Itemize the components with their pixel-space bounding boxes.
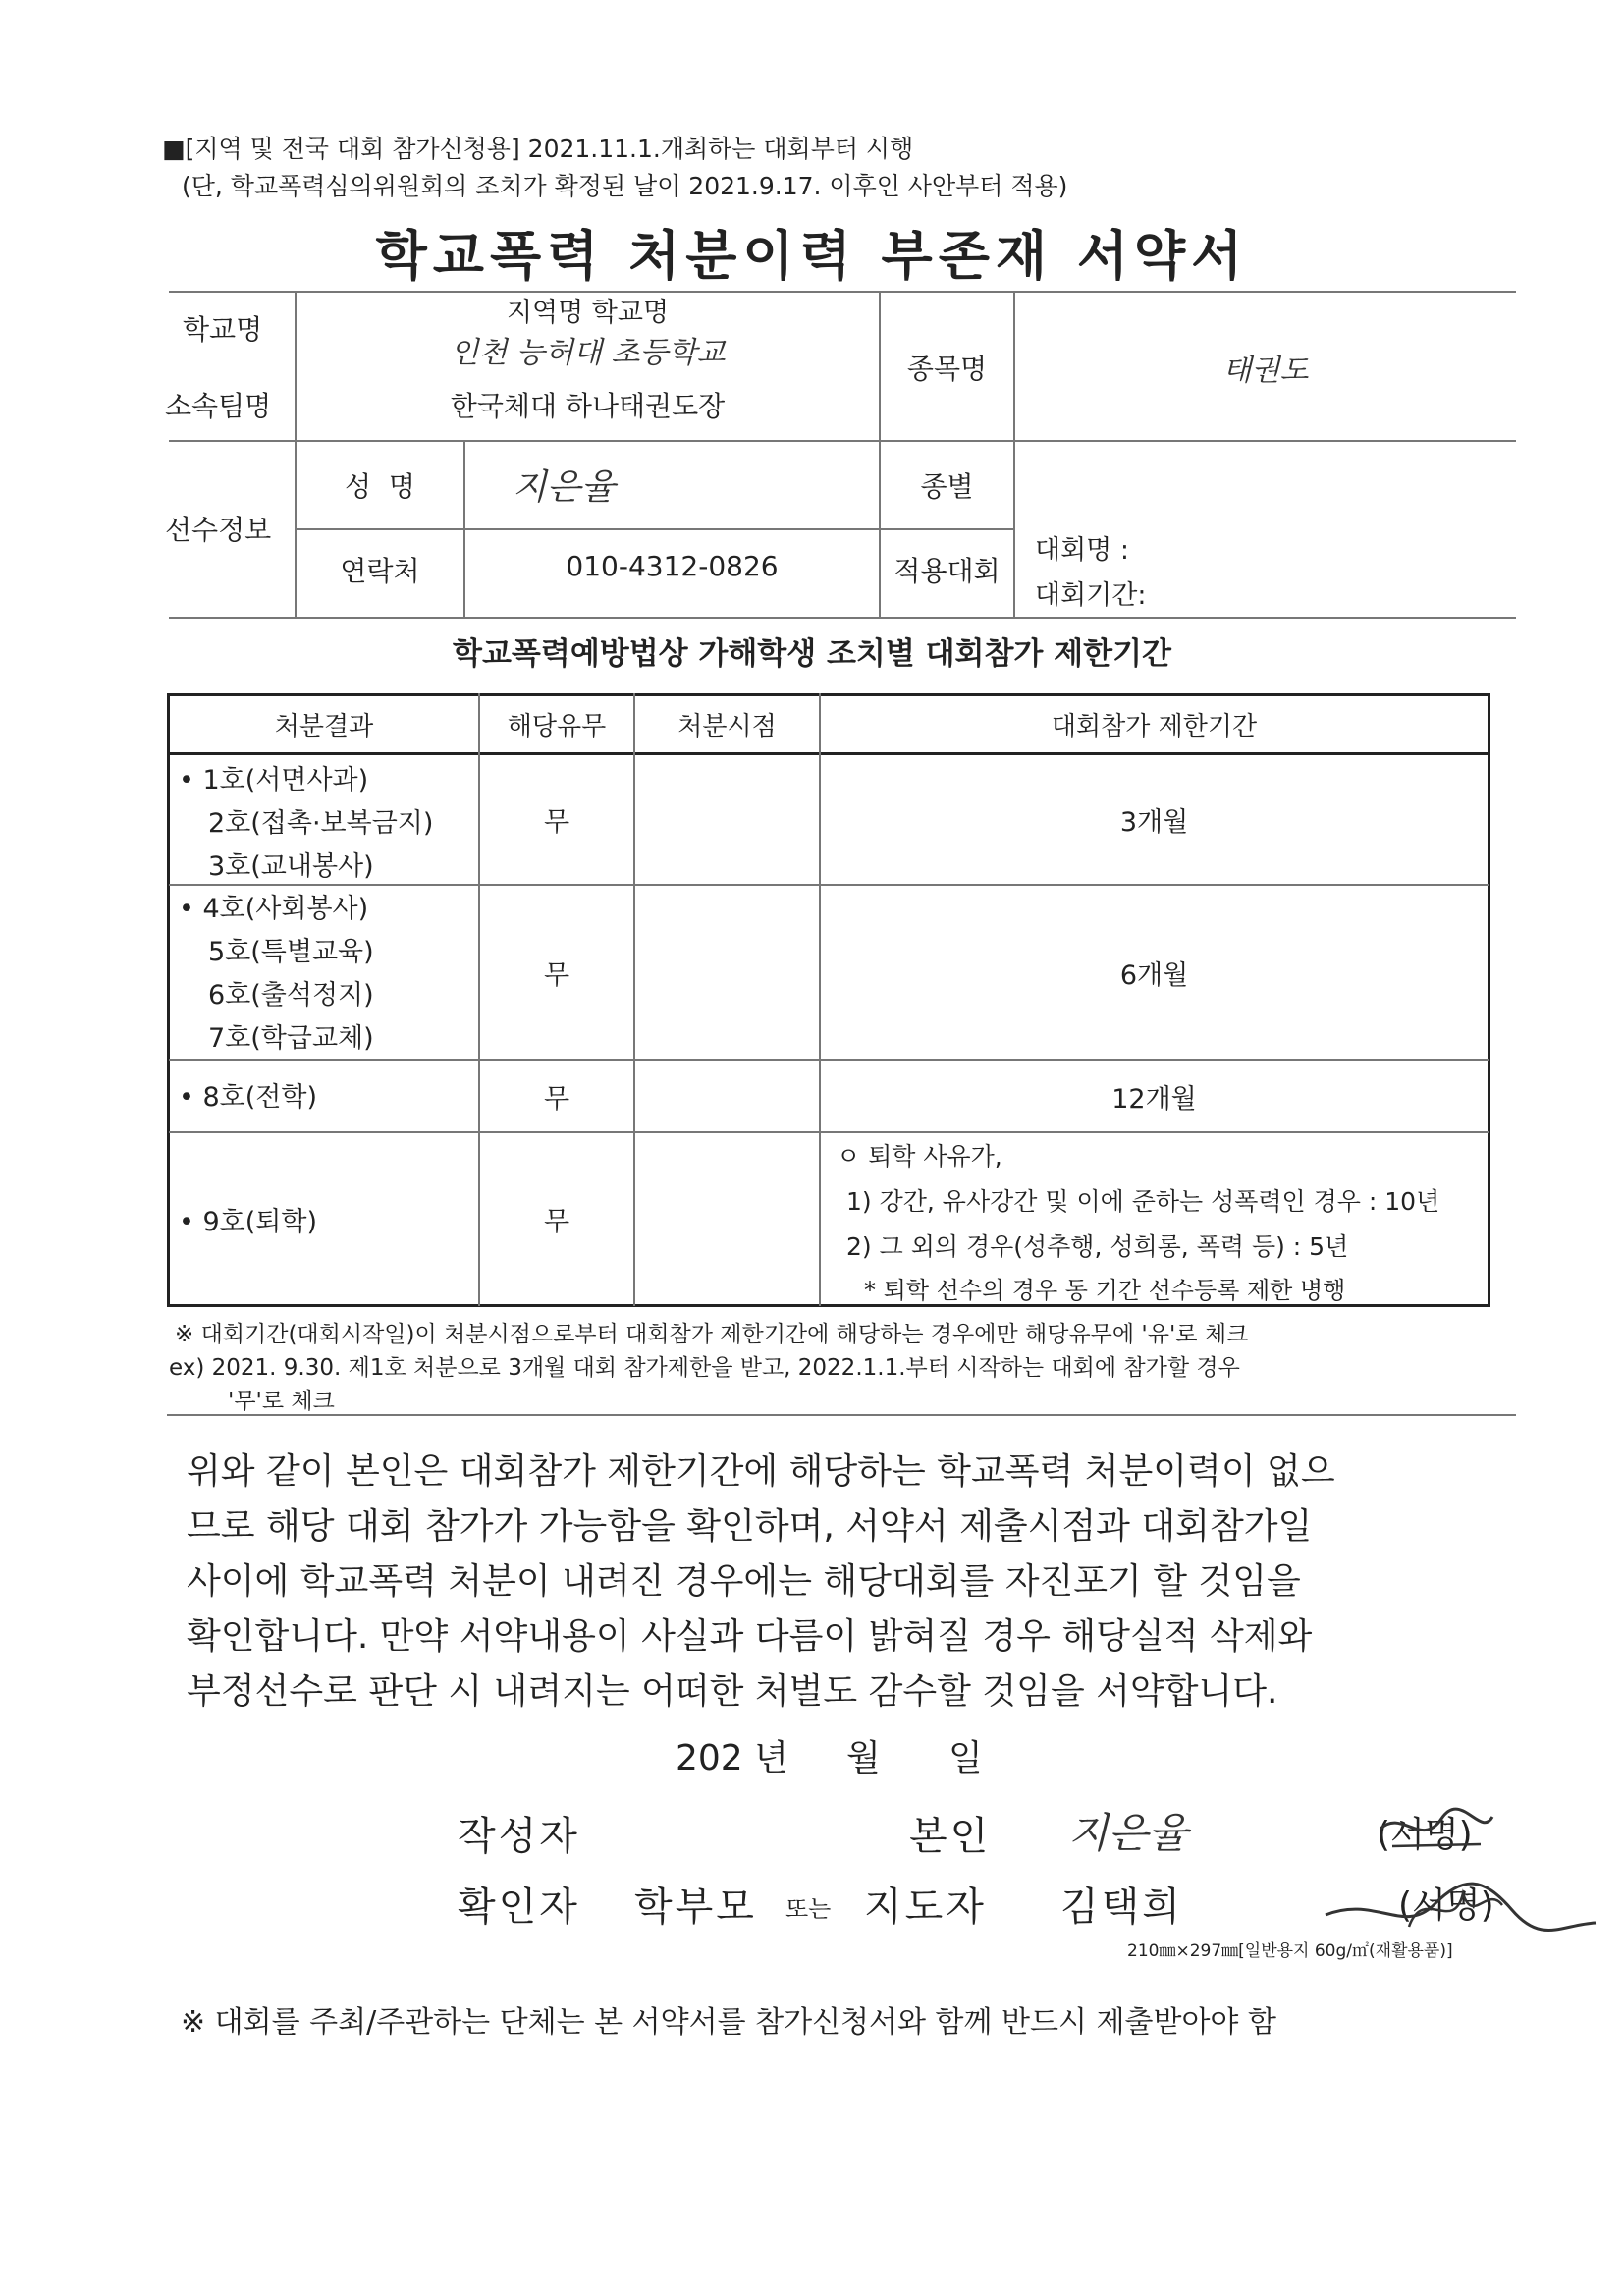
info-table-mid-border xyxy=(169,440,1516,442)
row4-period-line: ㅇ 퇴학 사유가, xyxy=(837,1142,1002,1171)
writer-sign-label: (서명) xyxy=(1377,1815,1473,1855)
row2-item: • 4호(사회봉사) xyxy=(179,894,369,924)
player-info-label: 선수정보 xyxy=(165,514,272,546)
school-header: 지역명 학교명 xyxy=(506,298,670,328)
sport-label: 종목명 xyxy=(906,353,988,385)
team-label: 소속팀명 xyxy=(165,390,272,422)
info-divider xyxy=(879,528,1013,530)
row4-period-line: * 퇴학 선수의 경우 동 기간 선수등록 제한 병행 xyxy=(864,1277,1346,1304)
header-time: 처분시점 xyxy=(677,712,777,741)
row3-period: 12개월 xyxy=(1111,1083,1197,1115)
row2-time xyxy=(635,886,819,1059)
note-2b: '무'로 체크 xyxy=(228,1389,335,1414)
row1-item: • 1호(서면사과) xyxy=(179,765,369,795)
confirmer-label: 확인자 xyxy=(458,1885,580,1930)
row2-item: 5호(특별교육) xyxy=(208,937,374,967)
coach-signature-scribble xyxy=(1316,1866,1600,1944)
row1-item: 3호(교내봉사) xyxy=(208,851,374,882)
pledge-line: 확인합니다. 만약 서약내용이 사실과 다름이 밝혀질 경우 해당실적 삭제와 xyxy=(187,1616,1313,1657)
date-month: 월 xyxy=(846,1738,881,1778)
row3-item: • 8호(전학) xyxy=(179,1082,317,1113)
row4-applies: 무 xyxy=(543,1206,570,1237)
section-title: 학교폭력예방법상 가해학생 조치별 대회참가 제한기간 xyxy=(453,636,1171,672)
sanctions-table-border xyxy=(167,693,170,1307)
row2-period: 6개월 xyxy=(1119,959,1189,991)
event-name-label: 대회명 : xyxy=(1035,535,1129,566)
row2-item: 7호(학급교체) xyxy=(208,1023,374,1054)
coach-label: 지도자 xyxy=(864,1885,987,1930)
school-value: 인천 능허대 초등학교 xyxy=(450,336,726,370)
paper-spec: 210㎜×297㎜[일반용지 60g/㎡(재활용품)] xyxy=(1127,1941,1453,1961)
row4-period-line: 1) 강간, 유사강간 및 이에 준하는 성폭력인 경우 : 10년 xyxy=(846,1187,1440,1216)
event-period-label: 대회기간: xyxy=(1035,580,1147,611)
date-year: 202 년 xyxy=(676,1738,788,1778)
pledge-line: 므로 해당 대회 참가가 가능함을 확인하며, 서약서 제출시점과 대회참가일 xyxy=(187,1506,1313,1547)
contact-value: 010-4312-0826 xyxy=(566,550,779,582)
school-label: 학교명 xyxy=(183,313,263,346)
team-value: 한국체대 하나태권도장 xyxy=(450,390,726,422)
pledge-line: 사이에 학교폭력 처분이 내려진 경우에는 해당대회를 자진포기 할 것임을 xyxy=(187,1561,1301,1602)
or-label: 또는 xyxy=(785,1895,832,1923)
writer-signature-scribble xyxy=(1373,1799,1500,1858)
row2-applies: 무 xyxy=(543,959,570,991)
info-divider xyxy=(1013,440,1015,617)
notice-line-1: ■[지역 및 전국 대회 참가신청용] 2021.11.1.개최하는 대회부터 시행 xyxy=(162,135,914,163)
notes-bottom-border xyxy=(167,1414,1516,1416)
info-divider xyxy=(295,528,879,530)
note-2a: ex) 2021. 9.30. 제1호 처분으로 3개월 대회 참가제한을 받고, 2022.1.1.부터 시작하는 대회에 참가할 경우 xyxy=(169,1355,1240,1381)
row4-period-line: 2) 그 외의 경우(성추행, 성희롱, 폭력 등) : 5년 xyxy=(846,1232,1349,1261)
row1-applies: 무 xyxy=(543,806,570,838)
row1-period: 3개월 xyxy=(1119,806,1189,838)
header-period: 대회참가 제한기간 xyxy=(1051,712,1258,741)
row4-item: • 9호(퇴학) xyxy=(179,1207,317,1237)
coach-name: 김택희 xyxy=(1060,1885,1183,1930)
self-label: 본인 xyxy=(909,1814,992,1859)
writer-label: 작성자 xyxy=(458,1814,580,1859)
row3-time xyxy=(635,1061,819,1131)
row4-time xyxy=(635,1133,819,1304)
name-label: 성 명 xyxy=(345,470,415,503)
coach-sign-label: (서명) xyxy=(1398,1886,1494,1926)
name-value: 지은율 xyxy=(513,467,616,508)
info-table-bottom-border xyxy=(169,617,1516,619)
notice-line-2: (단, 학교폭력심의위원회의 조치가 확정된 날이 2021.9.17. 이후인 사안부터 적용) xyxy=(182,172,1068,200)
footer-note: ※ 대회를 주최/주관하는 단체는 본 서약서를 참가신청서와 함께 반드시 제출받아야 함 xyxy=(181,2005,1276,2040)
row3-applies: 무 xyxy=(543,1083,570,1115)
sport-value: 태권도 xyxy=(1222,354,1309,388)
sanctions-table-border xyxy=(1488,693,1490,1307)
date-day: 일 xyxy=(948,1738,983,1778)
sanctions-row-divider xyxy=(169,1131,1489,1133)
row2-item: 6호(출석정지) xyxy=(208,980,374,1011)
row1-item: 2호(접촉·보복금지) xyxy=(208,808,434,839)
header-applies: 해당유무 xyxy=(507,712,607,741)
header-result: 처분결과 xyxy=(274,712,374,741)
document-title: 학교폭력 처분이력 부존재 서약서 xyxy=(375,225,1249,287)
row1-time xyxy=(635,754,819,884)
pledge-line: 부정선수로 판단 시 내려지는 어떠한 처벌도 감수할 것임을 서약합니다. xyxy=(187,1671,1278,1712)
contact-label: 연락처 xyxy=(340,555,420,587)
applied-event-label: 적용대회 xyxy=(893,555,1001,587)
self-name-handwritten: 지은율 xyxy=(1068,1809,1188,1857)
pledge-line: 위와 같이 본인은 대회참가 제한기간에 해당하는 학교폭력 처분이력이 없으 xyxy=(187,1451,1335,1492)
parent-label: 학부모 xyxy=(634,1885,757,1930)
note-1: ※ 대회기간(대회시작일)이 처분시점으로부터 대회참가 제한기간에 해당하는 경우에만 해당유무에 '유'로 체크 xyxy=(175,1322,1249,1347)
gender-label: 종별 xyxy=(920,470,974,503)
